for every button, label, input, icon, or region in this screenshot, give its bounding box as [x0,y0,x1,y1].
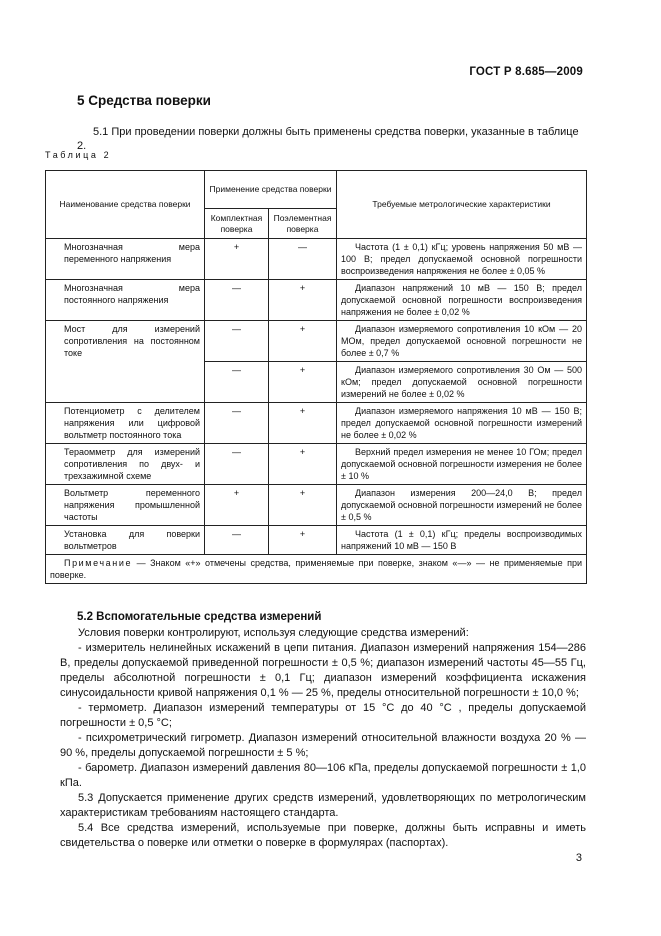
note-text: — Знаком «+» отмечены средства, применяемые при поверке, знаком «—» — не применяемые при поверке. [50,558,582,580]
characteristics: Диапазон измеряемого сопротивления 10 кОм — 20 МОм, предел допускаемой основной погрешности не более ± 0,7 % [337,321,587,362]
paragraph: 5.3 Допускается применение других средств измерений, удовлетворяющих по метрологическим характеристикам требованиям настоящего стандарта. [60,792,586,819]
subsection-title: 5.2 Вспомогательные средства измерений [77,611,322,623]
header-application: Применение средства поверки [205,171,337,209]
element-mark: — [269,239,337,280]
characteristics: Диапазон напряжений 10 мВ — 150 В; предел допускаемой основной погрешности воспроизведения напряжения не более ± 0,02 % [337,280,587,321]
table-row [46,444,587,485]
paragraph: Условия поверки контролируют, используя следующие средства измерений: [78,627,469,639]
page-number: 3 [575,852,582,864]
paragraph: - психрометрический гигрометр. Диапазон измерений относительной влажности воздуха 20 % — 90 %, пределы допускаемой погрешности ± 5 %; [60,732,586,759]
tool-name: Установка для поверки вольтметров [46,526,205,555]
table-row [46,280,587,321]
characteristics: Диапазон измеряемого сопротивления 30 Ом — 500 кОм; предел допускаемой основной погрешности измерений не более ± 0,02 % [337,362,587,403]
section-title: 5 Средства поверки [77,93,211,108]
element-mark: + [269,280,337,321]
characteristics: Частота (1 ± 0,1) кГц; уровень напряжения 50 мВ — 100 В; предел допускаемой основной погрешности воспроизведения напряжения не более ± 0,05 % [337,239,587,280]
tool-name: Вольтметр переменного напряжения промышленной частоты [46,485,205,526]
complex-mark: — [205,403,269,444]
tool-name: Многозначная мера постоянного напряжения [46,280,205,321]
complex-mark: — [205,321,269,362]
table-row [46,485,587,526]
paragraph: - термометр. Диапазон измерений температуры от 15 °С до 40 °С , пределы допускаемой погрешности ± 0,5 °С; [60,702,586,729]
intro-paragraph: 5.1 При проведении поверки должны быть применены средства поверки, указанные в таблице 2. [77,126,579,152]
complex-mark: — [205,444,269,485]
paragraph: - измеритель нелинейных искажений в цепи питания. Диапазон измерений напряжения 154—286 В, пределы допускаемой приведенной погрешности ± 0,5 %; диапазон измерений частоты 45—55 Гц, пределы абсолютной погрешности ± 0,1 Гц; диапазон измерений коэффициента искажения синусоидальности кривой напряжения 0,1 % — 25 %, пределы относительной погрешности ± 10,0 %; [60,642,586,699]
header-name: Наименование средства поверки [46,171,205,239]
body-text [60,626,586,851]
element-mark: + [269,403,337,444]
tool-name: Тераомметр для измерений сопротивления по двух- и трехзажимной схеме [46,444,205,485]
tool-name: Многозначная мера переменного напряжения [46,239,205,280]
characteristics: Частота (1 ± 0,1) кГц; пределы воспроизводимых напряжений 10 мВ — 150 В [337,526,587,555]
verification-tools-table [45,170,587,584]
table-row [46,403,587,444]
tool-name: Мост для измерений сопротивления на постоянном токе [46,321,205,403]
table-row [46,526,587,555]
note-lead: Примечание [64,558,133,568]
paragraph: - барометр. Диапазон измерений давления 80—106 кПа, пределы допускаемой погрешности ± 1,0 кПа. [60,762,586,789]
paragraph: 5.4 Все средства измерений, используемые при поверке, должны быть исправны и иметь свидетельства о поверке или отметки о поверке в формулярах (паспортах). [60,822,586,849]
header-characteristics: Требуемые метрологические характеристики [337,171,587,239]
characteristics: Верхний предел измерения не менее 10 ГОм; предел допускаемой основной погрешности измерения не более ± 10 % [337,444,587,485]
element-mark: + [269,485,337,526]
table-note-row [46,555,587,584]
complex-mark: + [205,239,269,280]
characteristics: Диапазон измерения 200—24,0 В; предел допускаемой основной погрешности измерений не более ± 0,5 % [337,485,587,526]
table-row [46,239,587,280]
complex-mark: — [205,526,269,555]
element-mark: + [269,444,337,485]
characteristics: Диапазон измеряемого напряжения 10 мВ — 150 В; предел допускаемой основной погрешности измерений не более ± 0,02 % [337,403,587,444]
complex-mark: — [205,362,269,403]
header-complex: Комплектная поверка [205,209,269,239]
standard-code: ГОСТ Р 8.685—2009 [469,66,583,78]
tool-name: Потенциометр с делителем напряжения или цифровой вольтметр постоянного тока [46,403,205,444]
element-mark: + [269,526,337,555]
element-mark: + [269,362,337,403]
table-note [46,555,587,584]
table-label: Таблица 2 [45,150,112,160]
header-element: Поэлементная поверка [269,209,337,239]
element-mark: + [269,321,337,362]
table-row [46,321,587,362]
complex-mark: — [205,280,269,321]
complex-mark: + [205,485,269,526]
